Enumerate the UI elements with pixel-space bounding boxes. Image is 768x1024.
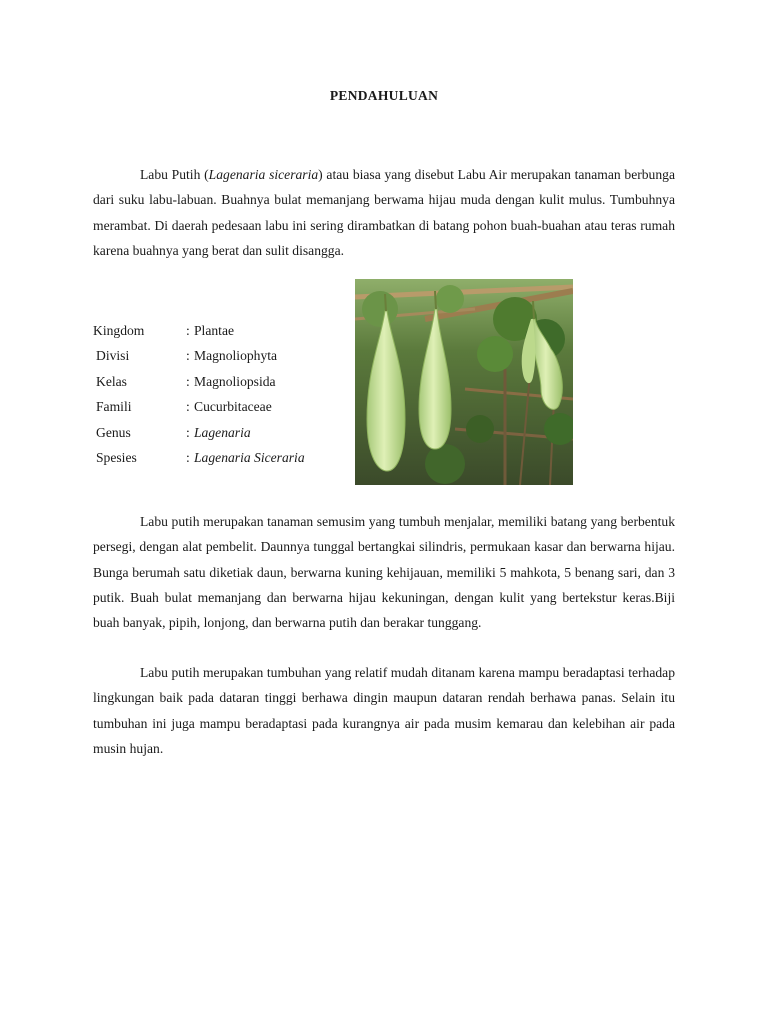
taxonomy-colon: : — [186, 348, 190, 364]
taxonomy-value: Magnoliophyta — [194, 348, 278, 364]
description-paragraph — [93, 509, 675, 635]
taxonomy-label: Kelas — [96, 373, 127, 389]
bottle-gourd-photo — [355, 279, 573, 485]
intro-text-start: Labu Putih ( — [140, 167, 209, 182]
taxonomy-label: Genus — [96, 424, 131, 440]
scientific-name: Lagenaria siceraria — [208, 167, 319, 182]
taxonomy-colon: : — [186, 424, 190, 440]
taxonomy-colon: : — [186, 323, 190, 338]
page-title: PENDAHULUAN — [329, 88, 439, 103]
taxonomy-label: Spesies — [96, 449, 137, 465]
description-text: Labu putih merupakan tanaman semusim yang tumbuh menjalar, memiliki batang yang berbentuk persegi, dengan alat pembelit. Daunnya tunggal bertangkai silindris, permukaan kasar dan berwarna hijau. Bunga berumah satu diketiak daun, berwarna kuning kehijauan, memiliki 5 mahkota, 5 benang sari, dan 3 putik. Buah bulat memanjang dan berwarna hijau kekuningan, dengan kulit yang bertekstur keras.Biji buah banyak, pipih, lonjong, dan berwarna putih dan berakar tunggang. — [93, 514, 675, 631]
taxonomy-value: Cucurbitaceae — [194, 399, 272, 415]
adaptation-paragraph — [93, 660, 675, 761]
intro-paragraph — [93, 162, 675, 263]
taxonomy-value: Lagenaria — [194, 424, 251, 440]
taxonomy-value: Magnoliopsida — [194, 373, 276, 389]
taxonomy-colon: : — [186, 449, 190, 465]
taxonomy-label: Famili — [96, 399, 132, 415]
taxonomy-label: Kingdom — [93, 323, 145, 338]
taxonomy-value: Plantae — [194, 323, 235, 338]
adaptation-text: Labu putih merupakan tumbuhan yang relatif mudah ditanam karena mampu beradaptasi terhadap lingkungan baik pada dataran tinggi berhawa dingin maupun dataran rendah berhawa panas. Selain itu tumbuhan ini juga mampu beradaptasi pada kurangnya air pada musim kemarau dan kelebihan air pada musin hujan. — [93, 665, 675, 756]
taxonomy-label: Divisi — [96, 348, 130, 364]
taxonomy-colon: : — [186, 373, 190, 389]
gourd-illustration — [355, 279, 573, 485]
taxonomy-colon: : — [186, 399, 190, 415]
taxonomy-value: Lagenaria Siceraria — [194, 449, 305, 465]
intro-text-rest: ) atau biasa yang disebut Labu Air merupakan tanaman berbunga dari suku labu-labuan. Buahnya bulat memanjang berwama hijau muda dengan kulit mulus. Tumbuhnya merambat. Di daerah pedesaan labu ini sering dirambatkan di batang pohon buah-buahan atau teras rumah karena buahnya yang berat dan sulit disangga. — [93, 167, 675, 258]
